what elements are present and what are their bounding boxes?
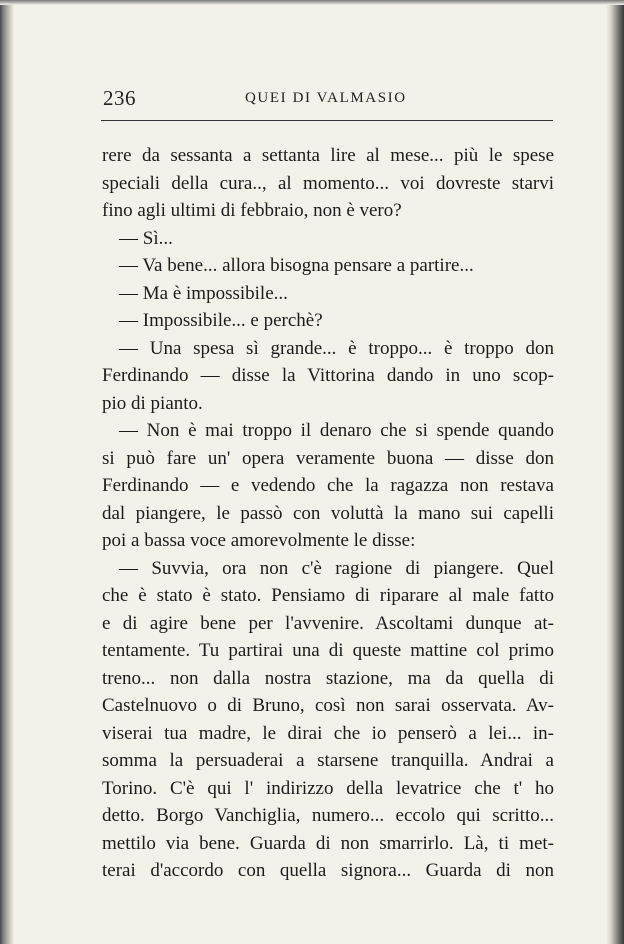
running-title: QUEI DI VALMASIO (245, 90, 407, 106)
text-line: Torino. C'è qui l' indirizzo della levatrice che t' ho (102, 777, 554, 799)
page-top-shadow (0, 0, 624, 5)
text-line: terai d'accordo con quella signora... Guarda di non (102, 860, 554, 881)
text-line: — Non è mai troppo il denaro che si spende quando (119, 420, 554, 441)
text-line: si può fare un' opera veramente buona — disse don (102, 447, 554, 469)
body-text (102, 142, 554, 885)
text-line: — Suvvia, ora non c'è ragione di piangere. Quel (119, 557, 554, 579)
text-line: dal piangere, le passò con voluttà la mano sui capelli (102, 502, 554, 524)
text-line: Castelnuovo o di Bruno, così non sarai osservata. Av- (102, 695, 554, 716)
header-rule (101, 120, 553, 121)
page-number: 236 (103, 86, 136, 110)
text-line: detto. Borgo Vanchiglia, numero... eccolo qui scritto... (102, 805, 554, 826)
text-line: — Impossibile... e perchè? (119, 310, 323, 331)
text-line: Ferdinando — disse la Vittorina dando in uno scop- (102, 365, 554, 386)
text-line: che è stato è stato. Pensiamo di riparare al male fatto (102, 585, 554, 606)
text-line: pio di pianto. (102, 392, 203, 414)
text-line: tentamente. Tu partirai una di queste mattine col primo (102, 640, 554, 661)
page-binding-shadow (0, 0, 14, 944)
text-line: rere da sessanta a settanta lire al mese... più le spese (102, 145, 554, 166)
text-line: mettilo via bene. Guarda di non smarrirlo. Là, ti met- (102, 832, 554, 854)
text-line: viserai tua madre, le dirai che io penserò a lei... in- (102, 722, 554, 744)
text-line: — Sì... (119, 227, 173, 249)
text-line: Ferdinando — e vedendo che la ragazza non restava (102, 475, 554, 496)
page-edge-shadow (606, 0, 624, 944)
text-line: speciali della cura.., al momento... voi dovreste starvi (102, 172, 554, 194)
text-line: somma la persuaderai a starsene tranquilla. Andrai a (102, 750, 554, 771)
text-line: — Ma è impossibile... (119, 282, 288, 304)
text-line: e di agire bene per l'avvenire. Ascoltami dunque at- (102, 612, 554, 634)
text-line: treno... non dalla nostra stazione, ma da quella di (102, 667, 554, 689)
text-line: — Va bene... allora bisogna pensare a partire... (119, 255, 474, 276)
text-line: — Una spesa sì grande... è troppo... è troppo don (119, 337, 554, 359)
running-header (102, 86, 554, 110)
text-line: poi a bassa voce amorevolmente le disse: (102, 530, 416, 551)
text-line: fino agli ultimi di febbraio, non è vero? (102, 200, 402, 221)
